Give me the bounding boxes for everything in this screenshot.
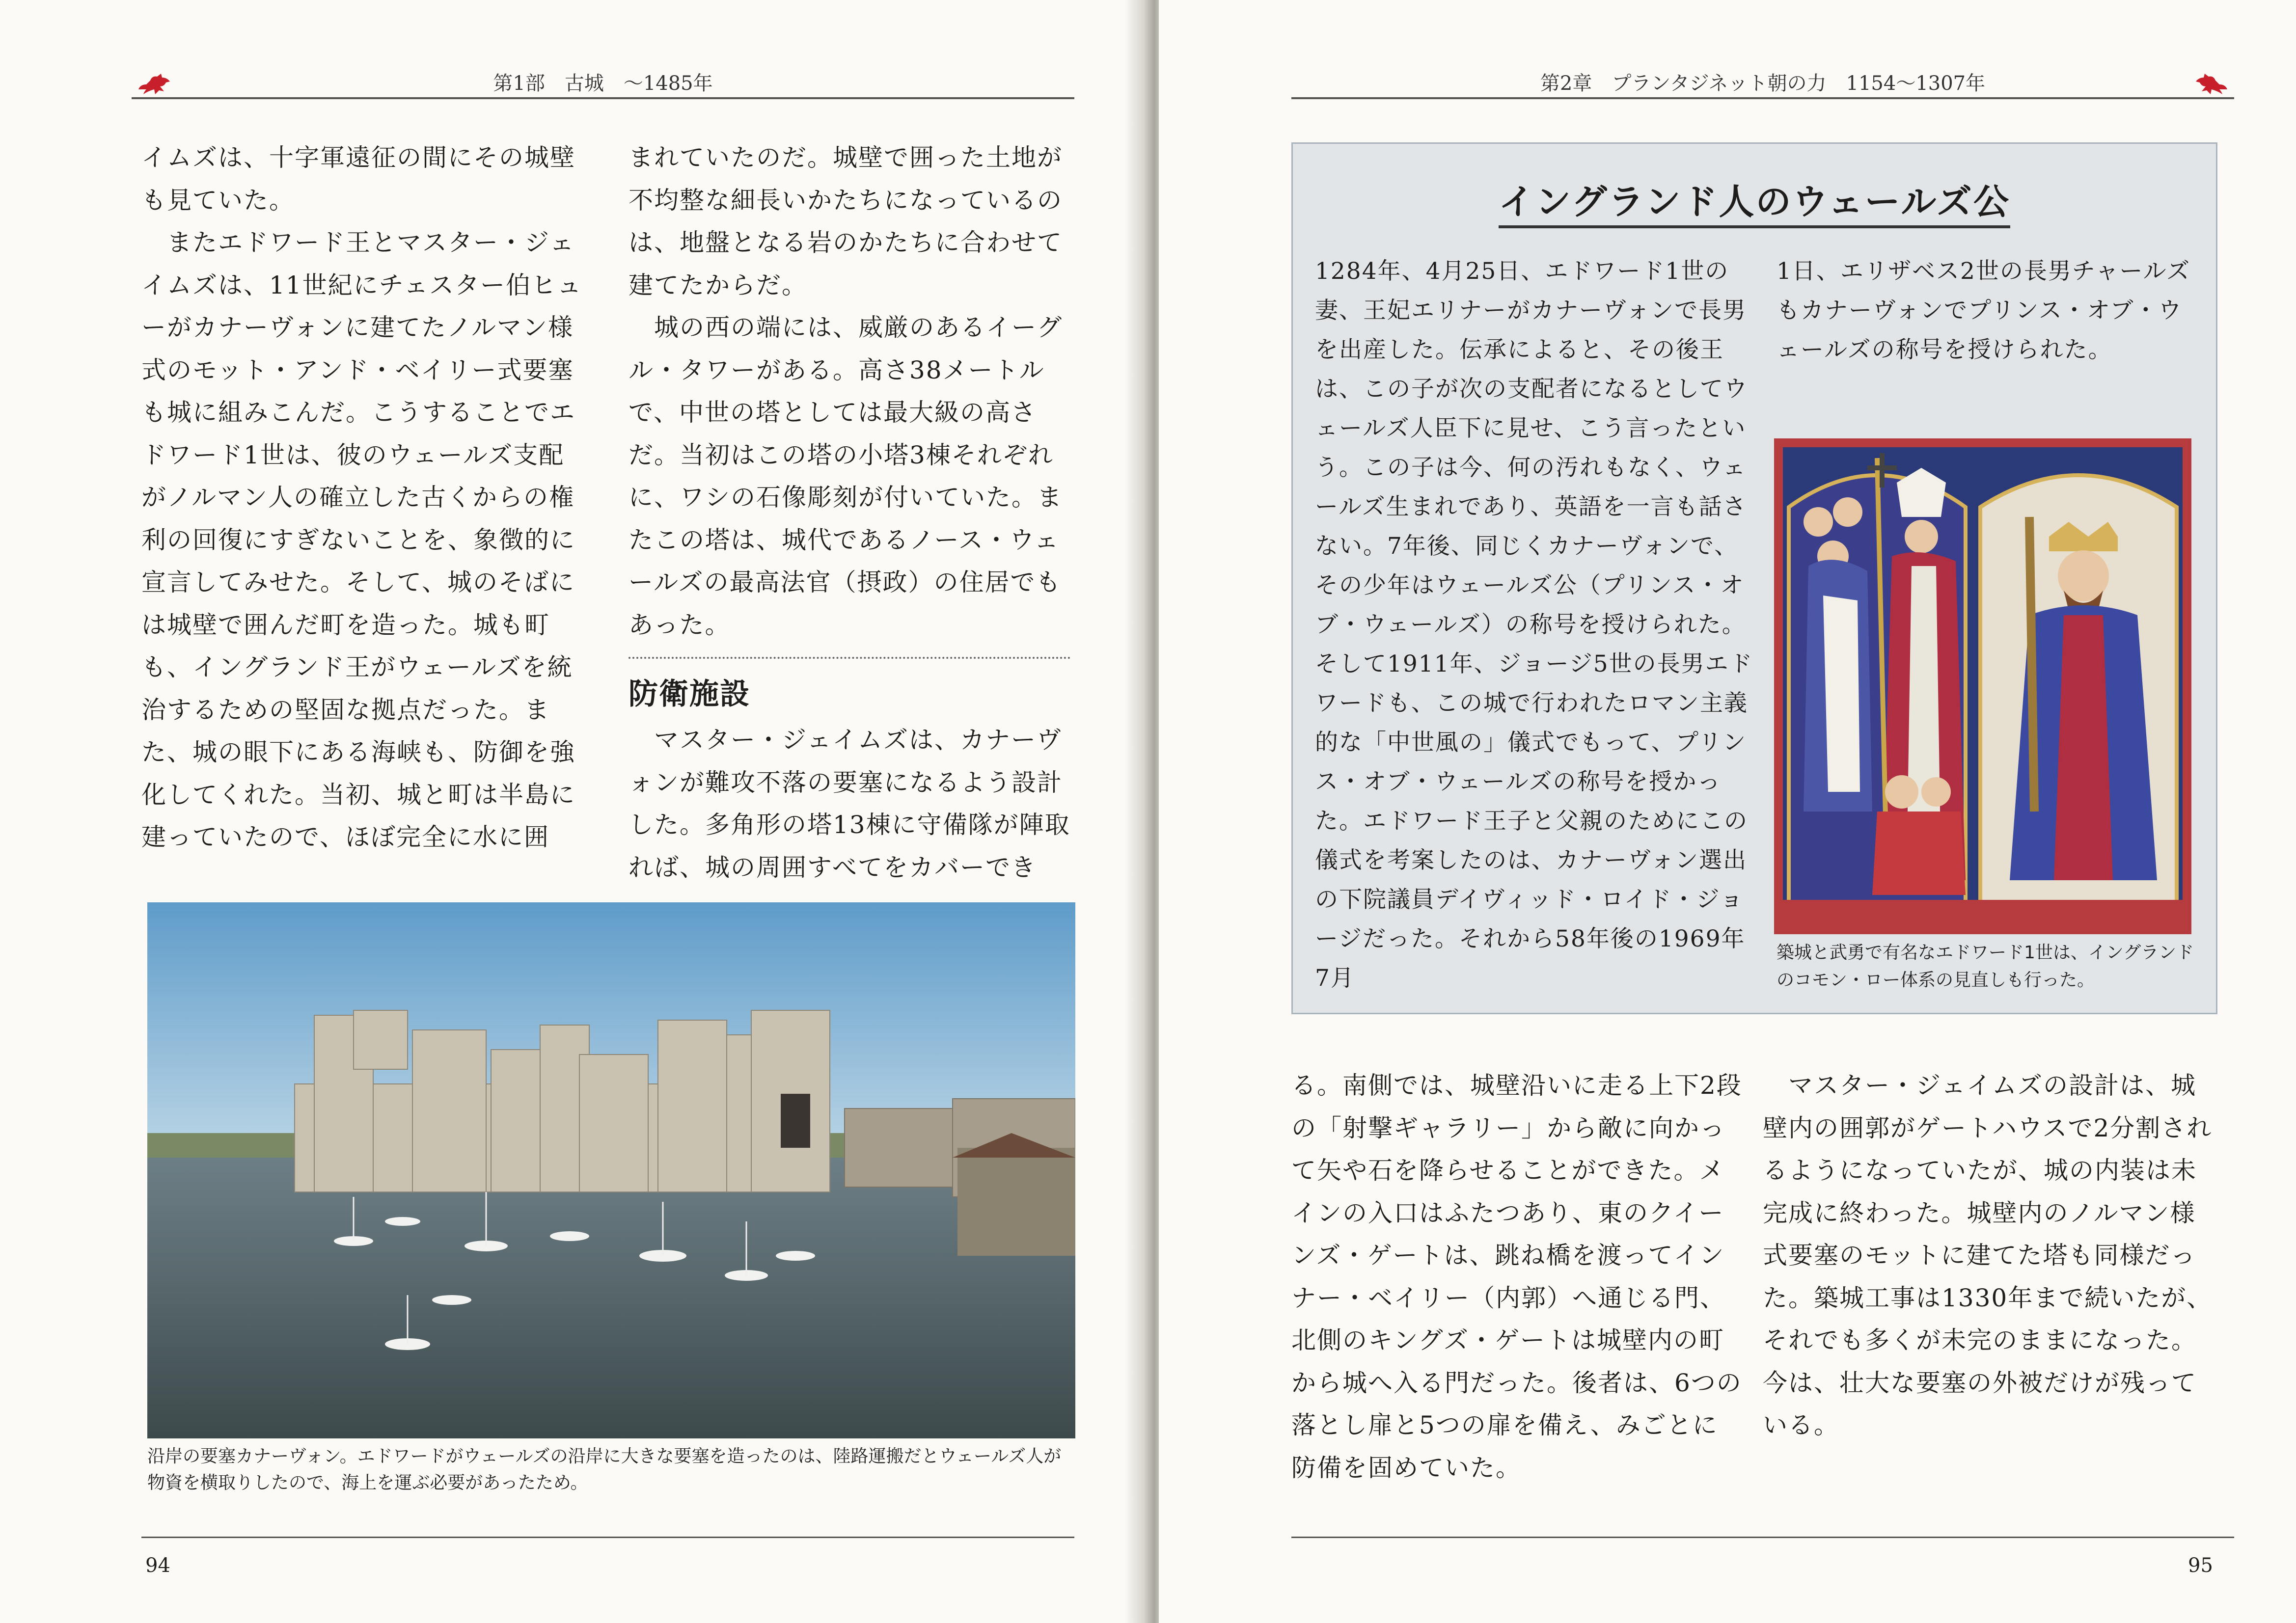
left-page <box>0 0 1137 1623</box>
right-page <box>1159 0 2296 1623</box>
running-head-text: 第2章 プランタジネット朝の力 1154～1307年 <box>1540 72 1986 95</box>
welsh-dragon-icon <box>2191 70 2230 97</box>
body-column-1: る。南側では、城壁沿いに走る上下2段の「射撃ギャラリー」から敵に向かって矢や石を降らせることができた。メインの入口はふたつあり、東のクイーンズ・ゲートは、跳ね橋を渡ってインナー・ベイリー（内郭）へ通じる門、北側のキングズ・ゲートは城壁内の町から城へ入る門だった。後者は、6つの落とし扉と5つの扉を備え、みごとに防備を固めていた。 <box>1291 1071 1742 1482</box>
photo-caption: 沿岸の要塞カナーヴォン。エドワードがウェールズの沿岸に大きな要塞を造ったのは、陸路運搬だとウェールズ人が物資を横取りしたので、海上を運ぶ必要があったため。 <box>147 1446 1062 1493</box>
castle-photo <box>147 902 1075 1438</box>
body-column-2: マスター・ジェイムズの設計は、城壁内の囲郭がゲートハウスで2分割されるようになっていたが、城の内装は未完成に終わった。城壁内のノルマン様式要塞のモットに建てた塔も同様だった。築城工事は1330年まで続いたが、それでも多くが未完のままになった。今は、壮大な要塞の外被だけが残っている。 <box>1763 1071 2213 1439</box>
footer-rule <box>1291 1537 2234 1538</box>
paragraph: 城の西の端には、威厳のあるイーグル・タワーがある。高さ38メートルで、中世の塔としては最大級の高さだ。当初はこの塔の小塔3棟それぞれに、ワシの石像彫刻が付いていた。またこの塔は、城代であるノース・ウェールズの最高法官（摂政）の住居でもあった。 <box>629 313 1063 639</box>
sidebar-box <box>1291 142 2217 1014</box>
box-column-1: 1284年、4月25日、エドワード1世の妻、王妃エリナーがカナーヴォンで長男を出産した。伝承によると、その後王は、この子が次の支配者になるとしてウェールズ人臣下に見せ、こう言ったという。この子は今、何の汚れもなく、ウェールズ生まれであり、英語を一言も話さない。7年後、同じくカナーヴォンで、その少年はウェールズ公（プリンス・オブ・ウェールズ）の称号を授けられた。そして1911年、ジョージ5世の長男エドワードも、この城で行われたロマン主義的な「中世風の」儀式でもって、プリンス・オブ・ウェールズの称号を授かった。エドワード王子と父親のためにこの儀式を考案したのは、カナーヴォン選出の下院議員デイヴィッド・ロイド・ジョージだった。それから58年後の1969年7月 <box>1315 258 1753 992</box>
paragraph: またエドワード王とマスター・ジェイムズは、11世紀にチェスター伯ヒューがカナーヴォンに建てたノルマン様式のモット・アンド・ベイリー式要塞も城に組みこんだ。こうすることでエドワード1世は、彼のウェールズ支配がノルマン人の確立した古くからの権利の回復にすぎないことを、象徴的に宣言してみせた。そして、城のそばには城壁で囲んだ町を造った。城も町も、イングランド王がウェールズを統治するための堅固な拠点だった。また、城の眼下にある海峡も、防御を強化してくれた。当初、城と町は半島に建っていたので、ほぼ完全に水に囲 <box>141 228 583 851</box>
body-column-2 <box>629 136 1070 889</box>
page-number: 94 <box>145 1554 170 1577</box>
paragraph: マスター・ジェイムズは、カナーヴォンが難攻不落の要塞になるよう設計した。多角形の塔13棟に守備隊が陣取れば、城の周囲すべてをカバーでき <box>629 726 1070 882</box>
body-column-1 <box>141 136 583 859</box>
paragraph: イムズは、十字軍遠征の間にその城壁も見ていた。 <box>141 143 575 215</box>
box-title: イングランド人のウェールズ公 <box>1293 173 2216 224</box>
box-column-2: 1日、エリザベス2世の長男チャールズもカナーヴォンでプリンス・オブ・ウェールズの称号を授けられた。 <box>1777 258 2191 363</box>
illustration-caption: 築城と武勇で有名なエドワード1世は、イングランドのコモン・ロー体系の見直しも行った。 <box>1777 943 2194 990</box>
section-heading: 防衛施設 <box>629 657 1070 719</box>
running-head <box>132 58 1074 99</box>
page-number: 95 <box>2188 1554 2213 1577</box>
paragraph: まれていたのだ。城壁で囲った土地が不均整な細長いかたちになっているのは、地盤となる岩のかたちに合わせて建てたからだ。 <box>629 143 1063 299</box>
manuscript-illustration <box>1774 438 2191 934</box>
running-head-text: 第1部 古城 ～1485年 <box>493 72 713 95</box>
footer-rule <box>141 1537 1074 1538</box>
running-head <box>1291 58 2234 99</box>
